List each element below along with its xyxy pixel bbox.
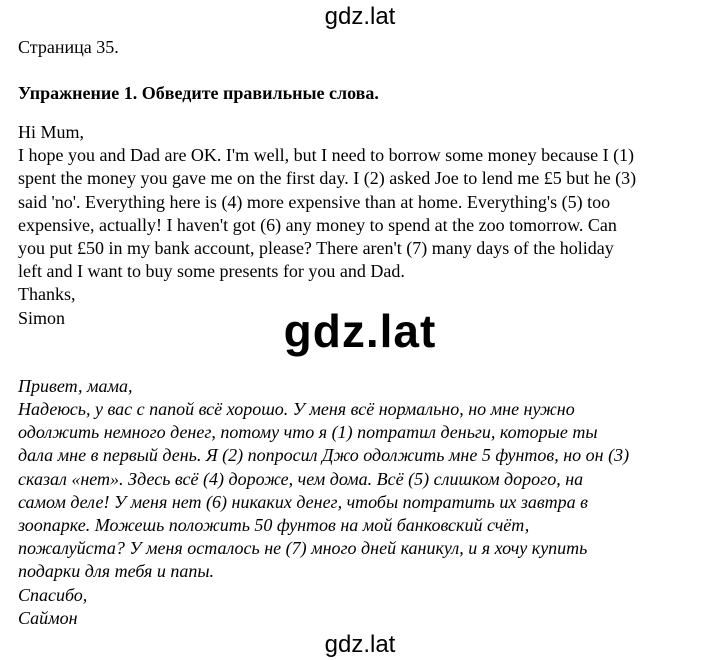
translation-closing: Спасибо,: [18, 584, 88, 605]
translation-line: зоопарке. Можешь положить 50 фунтов на мой банковский счёт,: [18, 515, 530, 536]
watermark-top: gdz.lat: [324, 3, 396, 30]
letter-line: I hope you and Dad are OK. I'm well, but I need to borrow some money because I (1): [18, 145, 635, 166]
letter-signature: Simon: [18, 307, 66, 328]
watermark-middle: gdz.lat: [283, 305, 437, 357]
letter-line: spent the money you gave me on the first day. I (2) asked Joe to lend me £5 but he (3): [18, 168, 637, 189]
translation-line: самом деле! У меня нет (6) никаких денег, чтобы потратить их завтра в: [18, 491, 588, 512]
document-body: [18, 36, 708, 630]
letter-line: left and I want to buy some presents for you and Dad.: [18, 261, 405, 282]
translation-signature: Саймон: [18, 607, 78, 628]
translation-line: сказал «нет». Здесь всё (4) дороже, чем дома. Всё (5) слишком дорого, на: [18, 468, 584, 489]
letter-line: said 'no'. Everything here is (4) more expensive than at home. Everything's (5) too: [18, 191, 611, 212]
translation-line: подарки для тебя и папы.: [18, 561, 215, 582]
translation-line: одолжить немного денег, потому что я (1) потратил деньги, которые ты: [18, 422, 598, 443]
watermark-bottom: gdz.lat: [324, 631, 396, 658]
exercise-title: Упражнение 1. Обведите правильные слова.: [18, 83, 379, 103]
page-label: Страница 35.: [18, 37, 119, 57]
letter-line: you put £50 in my bank account, please? There aren't (7) many days of the holiday: [18, 238, 614, 259]
translation-line: Надеюсь, у вас с папой всё хорошо. У меня всё нормально, но мне нужно: [18, 399, 575, 420]
letter-greeting: Hi Mum,: [18, 122, 85, 142]
letter-closing: Thanks,: [18, 284, 76, 305]
letter-line: expensive, actually! I haven't got (6) any money to spend at the zoo tomorrow. Can: [18, 214, 617, 235]
translation-line: дала мне в первый день. Я (2) попросил Джо одолжить мне 5 фунтов, но он (3): [18, 445, 630, 466]
letter-russian-translation: [18, 375, 708, 630]
letter-english: [18, 121, 708, 330]
translation-greeting: Привет, мама,: [18, 375, 133, 396]
translation-line: пожалуйста? У меня осталось не (7) много дней каникул, и я хочу купить: [18, 538, 588, 559]
